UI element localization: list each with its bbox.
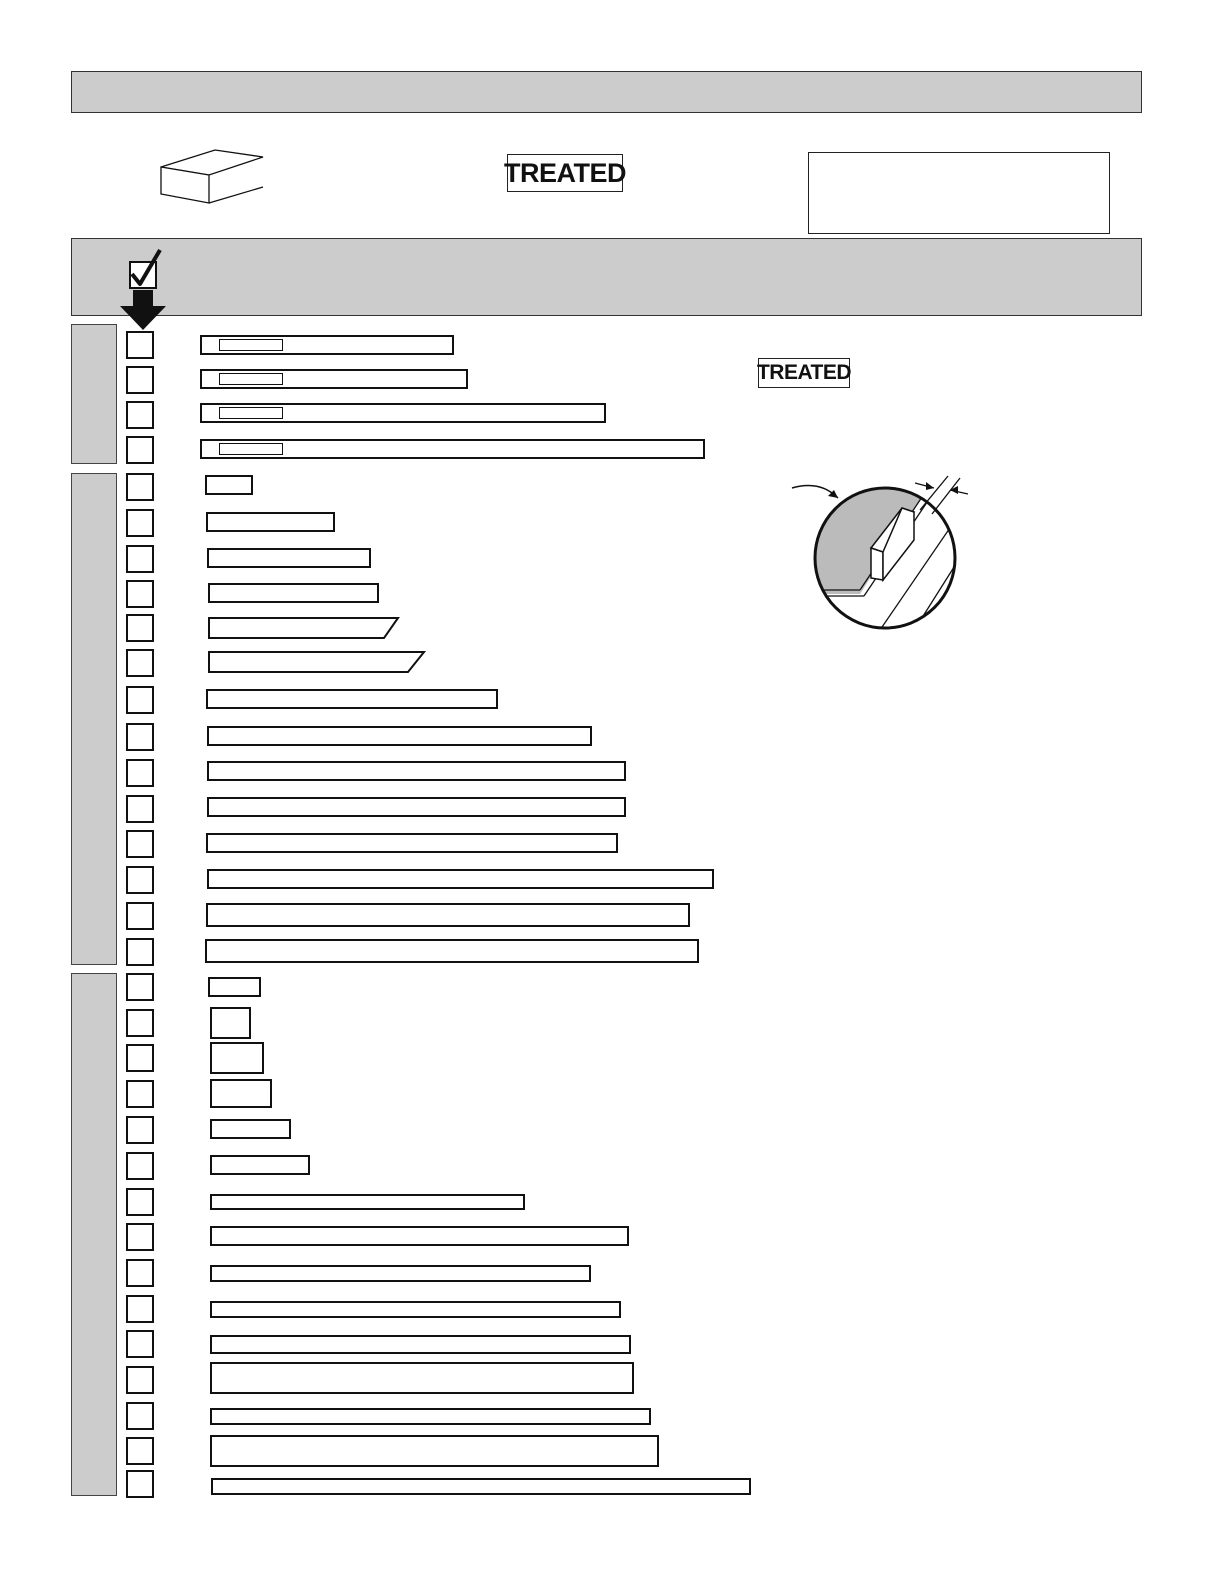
checkbox[interactable] [126,1152,154,1180]
lumber-piece [207,548,371,568]
lumber-label-box [219,443,283,455]
lumber-piece [208,583,379,603]
checkbox[interactable] [126,580,154,608]
lumber-piece [207,797,626,817]
lumber-piece [210,1435,659,1467]
note-box [808,152,1110,234]
group-bar-1 [71,324,117,464]
lumber-piece [208,977,261,997]
lumber-piece [210,1362,634,1394]
checkbox[interactable] [126,1188,154,1216]
checkbox[interactable] [126,1402,154,1430]
checkbox[interactable] [126,1259,154,1287]
lumber-piece [210,1079,272,1108]
checkbox[interactable] [126,366,154,394]
checkbox[interactable] [126,759,154,787]
lumber-piece [210,1194,525,1210]
checkbox[interactable] [126,1437,154,1465]
checklist-header-band [71,238,1142,316]
lumber-piece [210,1155,310,1175]
lumber-piece [210,1335,631,1354]
checkbox[interactable] [126,1223,154,1251]
lumber-piece [210,1301,621,1318]
lumber-piece [210,1265,591,1282]
checkbox[interactable] [126,1366,154,1394]
angled-lumber-piece [208,651,426,673]
treated-legend [758,358,850,388]
lumber-label-box [219,373,283,385]
checkbox[interactable] [126,1116,154,1144]
lumber-piece [207,869,714,889]
checkbox[interactable] [126,902,154,930]
checkbox[interactable] [126,509,154,537]
checkbox[interactable] [126,401,154,429]
lumber-piece [210,1119,291,1139]
lumber-piece [207,726,592,746]
lumber-piece [210,1408,651,1425]
checkbox[interactable] [126,649,154,677]
title-band [71,71,1142,113]
checkbox[interactable] [126,1044,154,1072]
lumber-piece [206,512,335,532]
angled-lumber-piece [208,617,400,639]
checkmark-arrow-icon [118,246,168,332]
checkbox[interactable] [126,436,154,464]
checkbox[interactable] [126,973,154,1001]
checkbox[interactable] [126,830,154,858]
checkbox[interactable] [126,686,154,714]
checkbox[interactable] [126,1330,154,1358]
lumber-label-box [219,339,283,351]
checkbox[interactable] [126,1295,154,1323]
lumber-label-box [219,407,283,419]
lumber-piece [205,475,253,495]
checkbox[interactable] [126,723,154,751]
lumber-piece [207,761,626,781]
group-bar-2 [71,473,117,965]
checkbox[interactable] [126,545,154,573]
lumber-piece [210,1007,251,1039]
checkbox[interactable] [126,866,154,894]
board-spacing-detail-diagram [780,470,980,640]
lumber-piece [206,833,618,853]
treated-stamp [504,154,626,192]
lumber-piece [205,939,699,963]
checkbox[interactable] [126,331,154,359]
group-bar-3 [71,973,117,1496]
treated-legend-label: TREATED [756,361,852,384]
checkbox[interactable] [126,1080,154,1108]
lumber-board-icon [155,145,270,210]
lumber-piece [211,1478,751,1495]
checkbox[interactable] [126,795,154,823]
treated-stamp-label: TREATED [504,157,626,188]
lumber-piece [210,1042,264,1074]
checkbox[interactable] [126,473,154,501]
lumber-piece [206,689,498,709]
checkbox[interactable] [126,614,154,642]
checkbox[interactable] [126,1009,154,1037]
lumber-piece [206,903,690,927]
checkbox[interactable] [126,1470,154,1498]
checkbox[interactable] [126,938,154,966]
lumber-piece [210,1226,629,1246]
